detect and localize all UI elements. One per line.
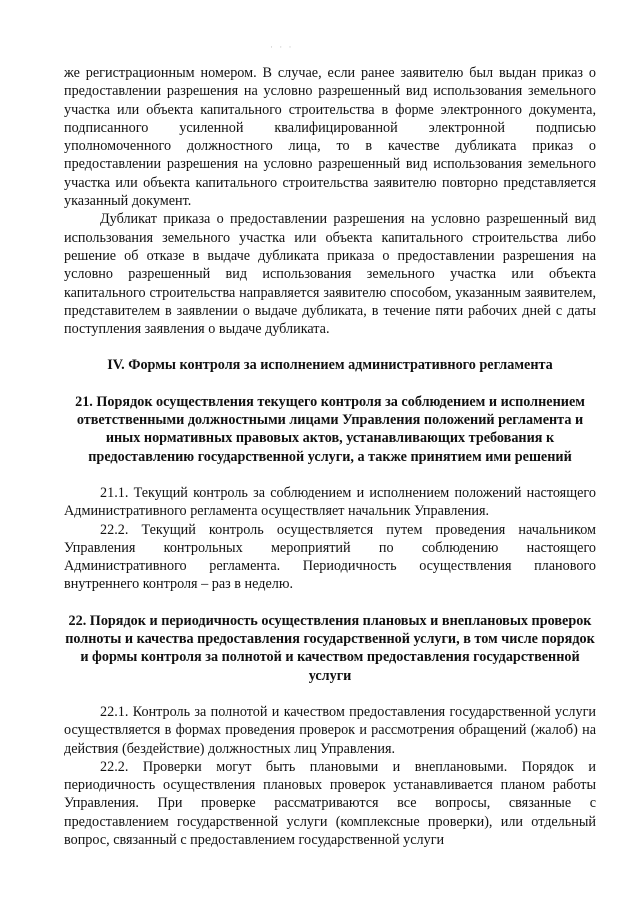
paragraph-22-1: 22.1. Контроль за полнотой и качеством предоставления государственной услуги осуществляется в формах проведения проверок и рассмотрения обращений (жалоб) на действия (бездействие) должностных лиц Управления.	[64, 703, 596, 757]
section-iv-heading: IV. Формы контроля за исполнением административного регламента	[107, 357, 553, 374]
section-22-heading: 22. Порядок и периодичность осуществления плановых и внеплановых проверок полноты и качества предоставления государственной услуги, в том числе порядок и формы контроля за полнотой и качеством предоставления государственной услуги	[65, 612, 595, 684]
paragraph-duplicate-continuation: же регистрационным номером. В случае, если ранее заявителю был выдан приказ о предоставлении разрешения на условно разрешенный вид использования земельного участка или объекта капитального строительства в форме электронного документа, подписанного усиленной квалифицированной электронной подписью уполномоченного должностного лица, то в качестве дубликата приказ о предоставлении разрешения на условно разрешенный вид использования земельного участка или объекта капитального строительства заявителю повторно представляется указанный документ.	[64, 65, 596, 210]
scan-artifact: · · ·	[270, 42, 294, 52]
paragraph-22-2-current-control: 22.2. Текущий контроль осуществляется путем проведения начальником Управления контрольных мероприятий по соблюдению настоящего Административного регламента. Периодичность осуществления планового внутреннего контроля – раз в неделю.	[64, 521, 596, 593]
paragraph-22-2-inspections: 22.2. Проверки могут быть плановыми и внеплановыми. Порядок и периодичность осуществления плановых проверок устанавливается планом работы Управления. При проверке рассматриваются все вопросы, связанные с предоставлением государственной услуги (комплексные проверки), или отдельный вопрос, связанный с предоставлением государственной услуги	[64, 758, 596, 848]
paragraph-duplicate-delivery: Дубликат приказа о предоставлении разрешения на условно разрешенный вид использования земельного участка или объекта капитального строительства либо решение об отказе в выдаче дубликата приказа о предоставлении разрешения на условно разрешенный вид использования земельного участка или объекта капитального строительства направляется заявителю способом, указанным заявителем, представителем в заявлении о выдаче дубликата, в течение пяти рабочих дней с даты поступления заявления о выдаче дубликата.	[64, 211, 596, 338]
paragraph-21-1: 21.1. Текущий контроль за соблюдением и исполнением положений настоящего Административного регламента осуществляет начальник Управления.	[64, 484, 596, 520]
section-21-heading: 21. Порядок осуществления текущего контроля за соблюдением и исполнением ответственными должностными лицами Управления положений регламента и иных нормативных правовых актов, устанавливающих требования к предоставлению государственной услуги, а также принятием ими решений	[75, 393, 585, 465]
